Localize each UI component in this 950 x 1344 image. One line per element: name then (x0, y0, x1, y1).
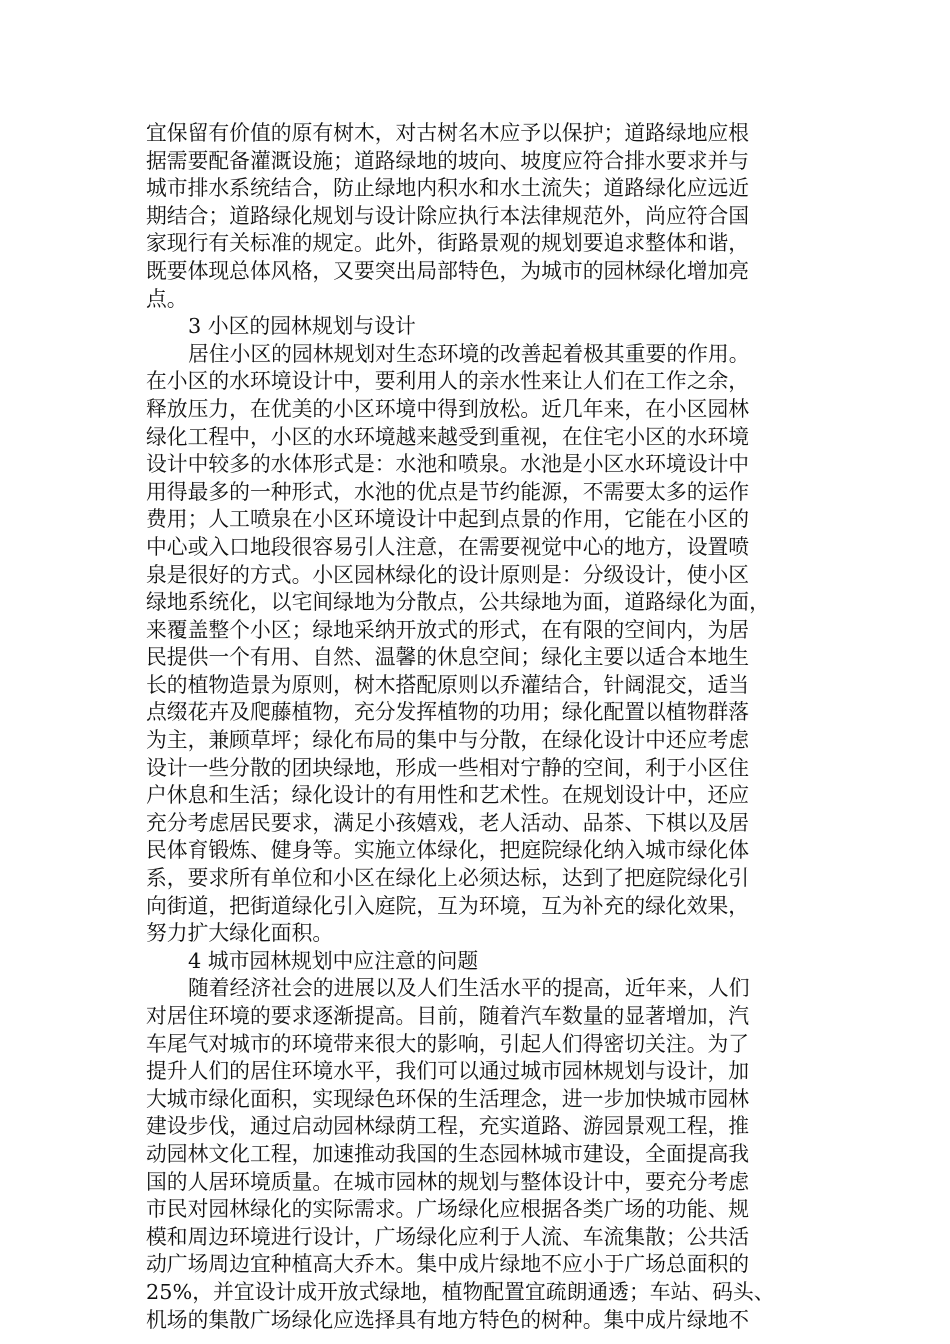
text-line: 随着经济社会的进展以及人们生活水平的提高，近年来，人们 (188, 976, 750, 1001)
text-line: 国的人居环境质量。在城市园林的规划与整体设计中，要充分考虑 (146, 1169, 750, 1194)
text-line: 期结合；道路绿化规划与设计除应执行本法律规范外，尚应符合国 (146, 203, 750, 228)
text-line: 在小区的水环境设计中，要利用人的亲水性来让人们在工作之余， (146, 369, 750, 394)
text-line: 户休息和生活；绿化设计的有用性和艺术性。在规划设计中，还应 (146, 783, 750, 808)
text-line: 据需要配备灌溉设施；道路绿地的坡向、坡度应符合排水要求并与 (146, 148, 750, 173)
text-line: 民提供一个有用、自然、温馨的休息空间；绿化主要以适合本地生 (146, 645, 750, 670)
text-line: 大城市绿化面积，实现绿色环保的生活理念，进一步加快城市园林 (146, 1086, 750, 1111)
text-line: 模和周边环境进行设计，广场绿化应利于人流、车流集散；公共活 (146, 1224, 750, 1249)
text-line: 既要体现总体风格，又要突出局部特色，为城市的园林绿化增加亮 (146, 258, 750, 283)
paragraph-residential-garden (146, 341, 800, 948)
text-line: 用得最多的一种形式，水池的优点是节约能源，不需要太多的运作 (146, 479, 750, 504)
text-line: 对居住环境的要求逐渐提高。目前，随着汽车数量的显著增加，汽 (146, 1004, 750, 1028)
section-heading-3: 3 小区的园林规划与设计 (188, 314, 416, 339)
text-line: 动广场周边宜种植高大乔木。集中成片绿地不应小于广场总面积的 (146, 1252, 750, 1277)
text-line: 绿地系统化，以宅间绿地为分散点，公共绿地为面，道路绿化为面， (146, 590, 770, 615)
text-line: 车尾气对城市的环境带来很大的影响，引起人们得密切关注。为了 (146, 1031, 750, 1056)
text-line: 提升人们的居住环境水平，我们可以通过城市园林规划与设计，加 (146, 1059, 750, 1084)
text-line: 为主，兼顾草坪；绿化布局的集中与分散，在绿化设计中还应考虑 (146, 728, 750, 753)
text-line: 建设步伐，通过启动园林绿荫工程，充实道路、游园景观工程，推 (146, 1114, 750, 1139)
section-heading-4: 4 城市园林规划中应注意的问题 (188, 948, 479, 973)
text-line: 费用；人工喷泉在小区环境设计中起到点景的作用，它能在小区的 (146, 507, 750, 532)
text-line: 家现行有关标准的规定。此外，街路景观的规划要追求整体和谐， (146, 231, 750, 256)
text-line: 来覆盖整个小区；绿地采纳开放式的形式，在有限的空间内，为居 (146, 617, 750, 642)
paragraph-planning-issues (146, 975, 800, 1334)
text-line: 设计中较多的水体形式是：水池和喷泉。水池是小区水环境设计中 (146, 452, 750, 477)
text-line: 向街道，把街道绿化引入庭院，互为环境，互为补充的绿化效果， (146, 893, 750, 918)
text-line: 设计一些分散的团块绿地，形成一些相对宁静的空间，利于小区住 (146, 755, 750, 780)
text-line: 城市排水系统结合，防止绿地内积水和水土流失；道路绿化应远近 (146, 176, 750, 201)
text-line: 点缀花卉及爬藤植物，充分发挥植物的功用；绿化配置以植物群落 (146, 700, 750, 725)
text-line: 宜保留有价值的原有树木，对古树名木应予以保护；道路绿地应根 (146, 121, 750, 145)
paragraph-street-landscape (146, 120, 800, 313)
text-line: 动园林文化工程，加速推动我国的生态园林城市建设，全面提高我 (146, 1141, 750, 1166)
text-line: 释放压力，在优美的小区环境中得到放松。近几年来，在小区园林 (146, 396, 750, 421)
text-line: 民体育锻炼、健身等。实施立体绿化，把庭院绿化纳入城市绿化体 (146, 838, 750, 863)
text-line: 居住小区的园林规划对生态环境的改善起着极其重要的作用。 (188, 341, 750, 366)
text-line: 中心或入口地段很容易引人注意，在需要视觉中心的地方，设置喷 (146, 534, 750, 559)
text-line: 充分考虑居民要求，满足小孩嬉戏，老人活动、品茶、下棋以及居 (146, 810, 750, 835)
text-line: 泉是很好的方式。小区园林绿化的设计原则是：分级设计，使小区 (146, 562, 750, 587)
text-line: 25%，并宜设计成开放式绿地，植物配置宜疏朗通透；车站、码头、 (146, 1279, 775, 1304)
text-line: 机场的集散广场绿化应选择具有地方特色的树种。集中成片绿地不 (146, 1307, 750, 1332)
document-page (146, 120, 800, 1334)
text-line: 系，要求所有单位和小区在绿化上必须达标，达到了把庭院绿化引 (146, 866, 750, 891)
text-line: 绿化工程中，小区的水环境越来越受到重视，在住宅小区的水环境 (146, 424, 750, 449)
text-line: 努力扩大绿化面积。 (146, 921, 334, 946)
text-line: 点。 (146, 286, 188, 311)
text-line: 市民对园林绿化的实际需求。广场绿化应根据各类广场的功能、规 (146, 1197, 750, 1222)
text-line: 长的植物造景为原则，树木搭配原则以乔灌结合，针阔混交，适当 (146, 672, 750, 697)
